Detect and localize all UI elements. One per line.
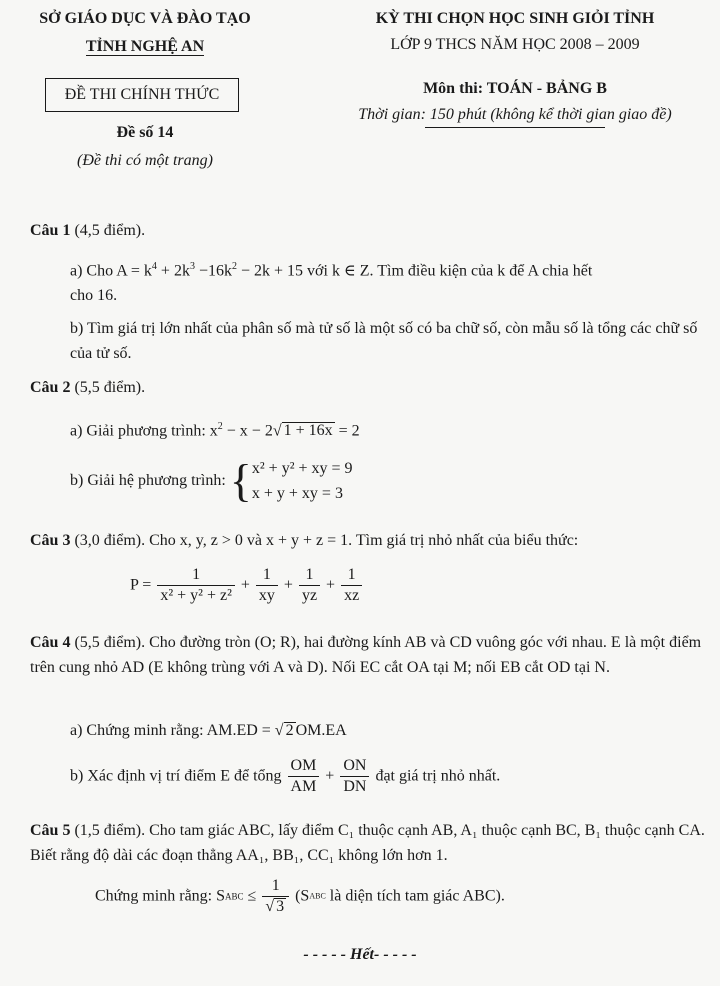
q1a-text-3: −16k: [194, 262, 232, 280]
province-name: [20, 38, 270, 56]
q2-title: Câu 2: [30, 379, 71, 396]
q4-text: [30, 630, 710, 680]
frac1-den: x² + y² + z²: [160, 587, 232, 604]
q1a-text-1: a) Cho A = k: [70, 262, 152, 280]
official-exam-box: ĐỀ THI CHÍNH THỨC: [45, 78, 239, 112]
frac4-num: 1: [341, 565, 362, 586]
time-underline: [425, 127, 605, 128]
frac-num-1: 1: [262, 876, 289, 897]
frac1-num: 1: [157, 565, 235, 586]
q2a-label: a) Giải phương trình:: [70, 422, 210, 440]
q3-expression: [130, 565, 364, 606]
frac-om: OM: [288, 756, 320, 777]
q2-part-a: [70, 414, 710, 443]
sqrt-sign-icon: √: [274, 722, 284, 739]
q5-text: [30, 818, 710, 868]
frac3-num: 1: [299, 565, 320, 586]
fraction-1-sqrt3: [262, 876, 289, 917]
exam-grade-year: LỚP 9 THCS NĂM HỌC 2008 – 2009: [390, 36, 640, 53]
page-count-note: (Đề thi có một trang): [77, 152, 213, 169]
q2a-eq-end: = 2: [334, 422, 360, 440]
q3-statement: (3,0 điểm). Cho x, y, z > 0 và x + y + z = 1. Tìm giá trị nhỏ nhất của biểu thức:: [70, 532, 579, 549]
system-line-2: x + y + xy = 3: [251, 485, 343, 503]
q5-statement: (1,5 điểm). Cho tam giác ABC, lấy điểm C₁ thuộc cạnh AB, A₁ thuộc cạnh BC, B₁ thuộc cạnh CA. Biết rằng độ dài các đoạn thẳng AA₁, BB₁, CC₁ không lớn hơn 1.: [30, 822, 705, 864]
frac-on: ON: [340, 756, 369, 777]
q2-points: (5,5 điểm).: [70, 379, 146, 396]
q1a-text-4: − 2k + 15 với k ∈ Z. Tìm điều kiện của k để A chia hết: [236, 262, 593, 280]
frac-den-sqrt3: [262, 897, 289, 917]
frac3-den: yz: [301, 587, 318, 604]
sqrt3-content: 3: [276, 898, 285, 915]
q5-note-sub: ABC: [309, 891, 326, 901]
q1a-exp-4: 4: [151, 261, 157, 272]
q2b-label: b) Giải hệ phương trình:: [70, 472, 230, 489]
q5-proof: [95, 876, 505, 917]
frac-dn: DN: [343, 778, 367, 795]
q2-part-b: [70, 456, 710, 506]
q2a-sqrt-content: 1 + 16x: [283, 422, 333, 440]
frac2-num: 1: [256, 565, 278, 586]
frac2-den: xy: [258, 587, 275, 604]
q1a-exp-3: 3: [189, 261, 195, 272]
q1-part-b: b) Tìm giá trị lớn nhất của phân số mà tử số là một số có ba chữ số, còn mẫu số là tổng các chữ số của tử số.: [70, 320, 698, 362]
q1-heading: [30, 218, 710, 243]
q1a-text-2: + 2k: [156, 262, 190, 280]
fraction-om-am: [288, 756, 320, 797]
department-name: SỞ GIÁO DỤC VÀ ĐÀO TẠO: [39, 10, 251, 27]
fraction-4: [341, 565, 362, 606]
plus-sign: +: [240, 576, 250, 594]
province-text: TỈNH NGHỆ AN: [85, 38, 205, 55]
time-line: Thời gian: 150 phút (không kể thời gian giao đề): [358, 106, 672, 123]
q1-points: (4,5 điểm).: [70, 222, 146, 239]
q1a-line-2: cho 16.: [70, 287, 118, 305]
q5-proof-sub: ABC: [225, 891, 244, 902]
q5-note-tail: là diện tích tam giác ABC).: [325, 887, 505, 905]
q4-part-a: [70, 718, 710, 743]
q5-title: Câu 5: [30, 822, 71, 839]
plus-sign: +: [283, 576, 293, 594]
q4a-label: a) Chứng minh rằng: AM.ED =: [70, 722, 275, 739]
q4a-sqrt-content: 2: [285, 722, 294, 739]
fraction-1: [157, 565, 235, 606]
frac-am: AM: [290, 778, 317, 795]
q4-statement: (5,5 điểm). Cho đường tròn (O; R), hai đường kính AB và CD vuông góc với nhau. E là một điểm trên cung nhỏ AD (E không trùng với A và D). Nối EC cắt OA tại M; nối EB cắt OD tại N.: [30, 634, 702, 676]
q5-proof-label: Chứng minh rằng: S: [95, 887, 226, 905]
sqrt-sign-icon: √: [272, 422, 282, 440]
q4-title: Câu 4: [30, 634, 71, 651]
end-marker: - - - - - Hết- - - - -: [303, 946, 417, 963]
exam-number: Đề số 14: [116, 124, 174, 141]
q2a-exp: 2: [217, 421, 223, 432]
leq-sign: ≤: [243, 887, 261, 905]
fraction-2: [256, 565, 278, 606]
equation-system: [252, 456, 353, 506]
frac4-den: xz: [344, 587, 360, 604]
q4b-label: b) Xác định vị trí điểm E để tổng: [70, 767, 286, 785]
q2a-eq-mid: − x − 2: [222, 422, 273, 440]
system-line-1: x² + y² + xy = 9: [251, 460, 353, 478]
q2a-eq-x: x: [209, 422, 218, 440]
q4a-tail: OM.EA: [295, 722, 347, 739]
q3-title: Câu 3: [30, 532, 71, 549]
subject-line: Môn thi: TOÁN - BẢNG B: [423, 80, 607, 97]
q4-part-b: [70, 756, 710, 797]
plus-sign: +: [325, 767, 335, 785]
fraction-3: [299, 565, 320, 606]
p-label: P =: [130, 576, 156, 594]
left-brace-icon: {: [229, 455, 252, 507]
q3-text: [30, 528, 710, 553]
fraction-on-dn: [340, 756, 369, 797]
q1-part-a: [70, 254, 710, 308]
q1-title: Câu 1: [30, 222, 71, 239]
q2-heading: [30, 375, 710, 400]
exam-title: KỲ THI CHỌN HỌC SINH GIỎI TỈNH: [375, 10, 655, 27]
sqrt-sign-icon: √: [265, 898, 275, 915]
plus-sign: +: [326, 576, 336, 594]
q5-note: (S: [295, 887, 310, 905]
q4b-tail: đạt giá trị nhỏ nhất.: [375, 767, 501, 785]
q1a-exp-2: 2: [231, 261, 237, 272]
